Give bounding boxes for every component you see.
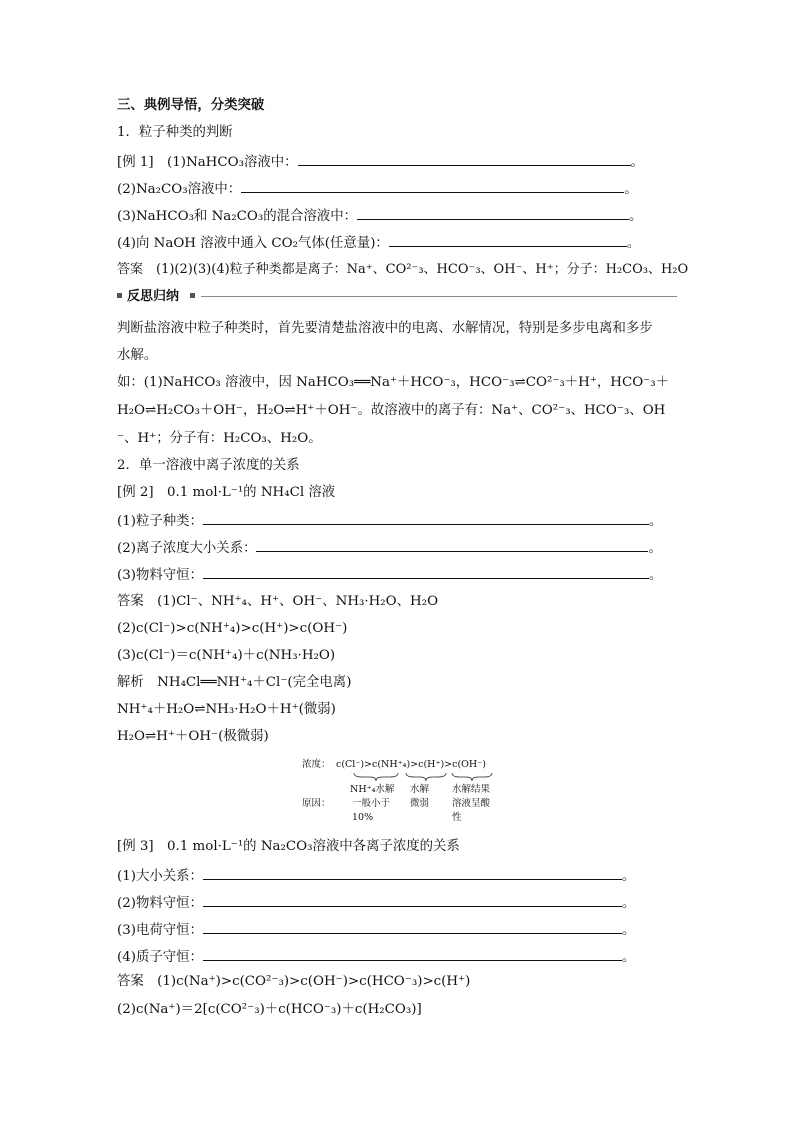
reason-2-line-1: 水解 [410, 784, 430, 795]
answer-blank[interactable] [203, 511, 649, 525]
example-3-part-4: (4)质子守恒： 。 [117, 947, 635, 967]
concentration-diagram [302, 758, 502, 824]
answer-blank[interactable] [298, 152, 631, 166]
reflect-title: 反思归纳 [127, 289, 180, 304]
reflect-header [117, 288, 677, 306]
example-2-part-3: (3)物料守恒： 。 [117, 565, 662, 585]
reason-3-line-3: 性 [452, 812, 462, 823]
example-1-question-2: (2)Na₂CO₃溶液中： 。 [117, 179, 638, 199]
example-2-question: [例 2] 0.1 mol·L⁻¹的 NH₄Cl 溶液 [117, 485, 336, 500]
reason-1-line-2: 一般小于 [352, 798, 391, 809]
reflect-line-5: ⁻、H⁺；分子有：H₂CO₃、H₂O。 [117, 431, 322, 446]
answer-blank[interactable] [203, 947, 622, 961]
diagram-expression: c(Cl⁻)>c(NH⁺₄)>c(H⁺)>c(OH⁻) [336, 759, 486, 770]
reflect-line-1: 判断盐溶液中粒子种类时，首先要清楚盐溶液中的电离、水解情况，特别是多步电离和多步 [117, 321, 653, 336]
brace-icons [352, 773, 502, 781]
example-2-analysis-2: NH⁺₄＋H₂O⇌NH₃·H₂O＋H⁺(微弱) [117, 702, 336, 717]
reflect-line-3: 如：(1)NaHCO₃ 溶液中，因 NaHCO₃══Na⁺＋HCO⁻₃，HCO⁻₃⇌CO²⁻₃＋H⁺，HCO⁻₃＋ [117, 375, 670, 390]
example-2-answer-1: 答案 (1)Cl⁻、NH⁺₄、H⁺、OH⁻、NH₃·H₂O、H₂O [117, 594, 439, 609]
question-text: (3)NaHCO₃和 Na₂CO₃的混合溶液中： [117, 209, 357, 224]
square-bullet-icon [190, 293, 195, 298]
example-3-question: [例 3] 0.1 mol·L⁻¹的 Na₂CO₃溶液中各离子浓度的关系 [117, 839, 460, 854]
diagram-label-concentration: 浓度： [302, 759, 331, 770]
reason-2-line-2: 微弱 [410, 798, 430, 809]
subsection-2-title: 2．单一溶液中离子浓度的关系 [117, 458, 300, 473]
subsection-1-title: 1．粒子种类的判断 [117, 125, 233, 140]
reason-1-line-1: NH⁺₄水解 [350, 784, 395, 795]
reason-3-line-2: 溶液呈酸 [452, 798, 491, 809]
diagram-label-reason: 原因： [302, 798, 331, 809]
divider [201, 296, 677, 297]
question-text: (4)向 NaOH 溶液中通入 CO₂气体(任意量)： [117, 236, 389, 251]
example-1-question-4: (4)向 NaOH 溶液中通入 CO₂气体(任意量)： 。 [117, 233, 640, 253]
example-3-part-3: (3)电荷守恒： 。 [117, 920, 635, 940]
example-2-analysis-3: H₂O⇌H⁺＋OH⁻(极微弱) [117, 729, 269, 744]
example-2-answer-3: (3)c(Cl⁻)＝c(NH⁺₄)＋c(NH₃·H₂O) [117, 648, 336, 663]
answer-blank[interactable] [389, 233, 627, 247]
example-1-question-1: [例 1] (1)NaHCO₃溶液中： 。 [117, 152, 644, 172]
example-3-answer-2: (2)c(Na⁺)＝2[c(CO²⁻₃)＋c(HCO⁻₃)＋c(H₂CO₃)] [117, 1002, 422, 1017]
section-title: 三、典例导悟，分类突破 [117, 97, 265, 113]
example-3-part-2: (2)物料守恒： 。 [117, 893, 635, 913]
example-1-question-3: (3)NaHCO₃和 Na₂CO₃的混合溶液中： 。 [117, 206, 642, 226]
answer-blank[interactable] [203, 866, 622, 880]
reason-1-line-3: 10% [352, 812, 374, 823]
reason-3-line-1: 水解结果 [452, 784, 491, 795]
answer-blank[interactable] [256, 538, 648, 552]
example-2-part-1: (1)粒子种类： 。 [117, 511, 662, 531]
example-3-part-1: (1)大小关系： 。 [117, 866, 635, 886]
answer-blank[interactable] [203, 565, 649, 579]
reflect-line-2: 水解。 [117, 348, 158, 363]
reflect-line-4: H₂O⇌H₂CO₃＋OH⁻，H₂O⇌H⁺＋OH⁻。故溶液中的离子有：Na⁺、CO²⁻₃、HCO⁻₃、OH [117, 403, 666, 418]
example-1-answer: 答案 (1)(2)(3)(4)粒子种类都是离子：Na⁺、CO²⁻₃、HCO⁻₃、OH⁻、H⁺；分子：H₂CO₃、H₂O [117, 262, 689, 277]
example-3-answer-1: 答案 (1)c(Na⁺)>c(CO²⁻₃)>c(OH⁻)>c(HCO⁻₃)>c(H⁺) [117, 974, 471, 989]
question-text: [例 1] (1)NaHCO₃溶液中： [117, 155, 298, 170]
square-bullet-icon [117, 293, 122, 298]
answer-blank[interactable] [241, 179, 624, 193]
example-2-part-2: (2)离子浓度大小关系： 。 [117, 538, 662, 558]
question-text: (2)Na₂CO₃溶液中： [117, 182, 242, 197]
answer-blank[interactable] [203, 920, 622, 934]
answer-blank[interactable] [203, 893, 622, 907]
answer-blank[interactable] [357, 206, 629, 220]
example-2-analysis-1: 解析 NH₄Cl══NH⁺₄＋Cl⁻(完全电离) [117, 675, 352, 690]
example-2-answer-2: (2)c(Cl⁻)>c(NH⁺₄)>c(H⁺)>c(OH⁻) [117, 621, 348, 636]
